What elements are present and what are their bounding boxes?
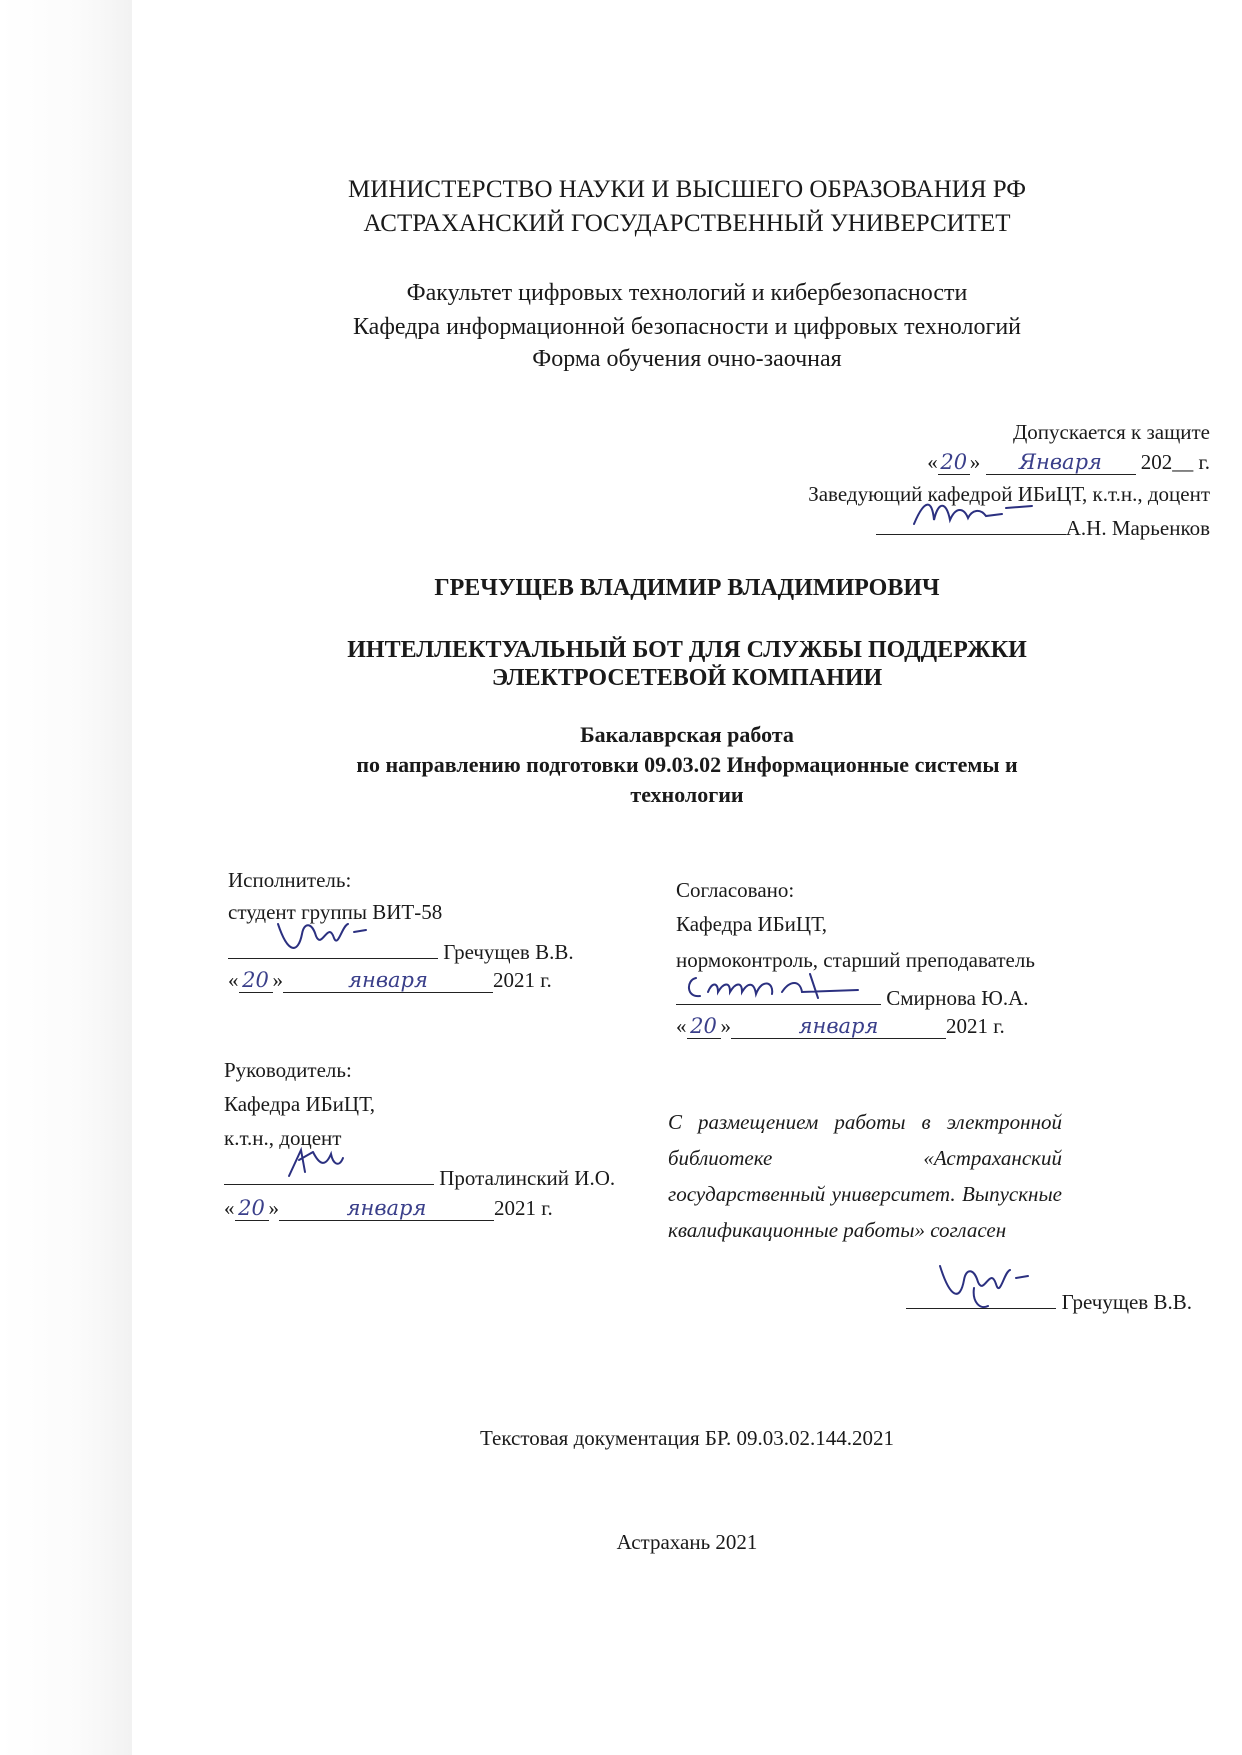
agreed-label: Согласовано:: [676, 878, 795, 902]
admission-date: « 20 » Января 202__ г.: [927, 450, 1210, 474]
agreed-date: « 20 » января 2021 г.: [676, 1014, 1005, 1038]
admission-date-month: Января: [986, 450, 1136, 475]
supervisor-date-day: 20: [235, 1196, 269, 1221]
scan-margin: [0, 0, 132, 1755]
supervisor-date-month: января: [279, 1196, 494, 1221]
supervisor-department: Кафедра ИБиЦТ,: [224, 1092, 376, 1116]
direction-line1: по направлению подготовки 09.03.02 Информационные системы и: [356, 752, 1018, 777]
executor-signature: [228, 936, 438, 959]
executor-date-year: 2021 г.: [493, 968, 552, 992]
agreed-name: Смирнова Ю.А.: [886, 986, 1029, 1010]
author-name: ГРЕЧУЩЕВ ВЛАДИМИР ВЛАДИМИРОВИЧ: [434, 575, 940, 601]
executor-date-month: января: [283, 968, 493, 993]
supervisor-signature: [224, 1162, 434, 1185]
executor-role: студент группы ВИТ-58: [228, 900, 443, 924]
agreed-signature: [676, 982, 881, 1005]
ministry-heading: МИНИСТЕРСТВО НАУКИ И ВЫСШЕГО ОБРАЗОВАНИЯ РФ: [348, 176, 1026, 203]
executor-date: « 20 » января 2021 г.: [228, 968, 552, 992]
head-signature: [876, 512, 1066, 535]
agreed-signature-line: [676, 982, 1028, 1011]
executor-name: Гречущев В.В.: [443, 940, 574, 964]
executor-signature-line: [228, 936, 574, 965]
admission-title: Допускается к защите: [1012, 420, 1210, 444]
agreed-date-day: 20: [687, 1014, 721, 1039]
agreed-position: нормоконтроль, старший преподаватель: [676, 948, 1035, 972]
admission-date-day: 20: [938, 450, 970, 475]
consent-signature: [906, 1286, 1056, 1309]
faculty-line: Факультет цифровых технологий и кибербезопасности: [406, 280, 968, 306]
work-title-line2: ЭЛЕКТРОСЕТЕВОЙ КОМПАНИИ: [491, 665, 883, 691]
head-signature-line: [876, 512, 1210, 541]
supervisor-date-year: 2021 г.: [494, 1196, 553, 1220]
supervisor-label: Руководитель:: [224, 1058, 352, 1082]
city-year: Астрахань 2021: [616, 1530, 758, 1554]
agreed-date-year: 2021 г.: [946, 1014, 1005, 1038]
work-type: Бакалаврская работа: [580, 722, 794, 747]
agreed-date-month: января: [731, 1014, 946, 1039]
agreed-department: Кафедра ИБиЦТ,: [676, 912, 828, 936]
work-title-line1: ИНТЕЛЛЕКТУАЛЬНЫЙ БОТ ДЛЯ СЛУЖБЫ ПОДДЕРЖКИ: [347, 637, 1027, 663]
department-line: Кафедра информационной безопасности и цифровых технологий: [352, 314, 1021, 340]
supervisor-name: Проталинский И.О.: [439, 1166, 616, 1190]
admission-date-year: 202__ г.: [1140, 450, 1210, 474]
consent-signature-line: [906, 1286, 1192, 1315]
consent-name: Гречущев В.В.: [1061, 1290, 1192, 1314]
head-name: А.Н. Марьенков: [1065, 516, 1210, 540]
executor-date-day: 20: [239, 968, 273, 993]
library-consent-text: С размещением работы в электронной библиотеке «Астраханский государственный университет. Выпускные квалификационные работы» согласен: [668, 1110, 1062, 1242]
supervisor-signature-line: [224, 1162, 615, 1191]
documentation-code: Текстовая документация БР. 09.03.02.144.2021: [479, 1426, 895, 1450]
executor-label: Исполнитель:: [228, 868, 352, 892]
supervisor-position: к.т.н., доцент: [224, 1126, 342, 1150]
supervisor-date: « 20 » января 2021 г.: [224, 1196, 553, 1220]
direction-line2: технологии: [630, 782, 744, 807]
university-heading: АСТРАХАНСКИЙ ГОСУДАРСТВЕННЫЙ УНИВЕРСИТЕТ: [363, 210, 1011, 237]
title-page: [132, 0, 1242, 1755]
study-form-line: Форма обучения очно-заочная: [532, 346, 842, 372]
head-position: Заведующий кафедрой ИБиЦТ, к.т.н., доцент: [808, 482, 1210, 506]
